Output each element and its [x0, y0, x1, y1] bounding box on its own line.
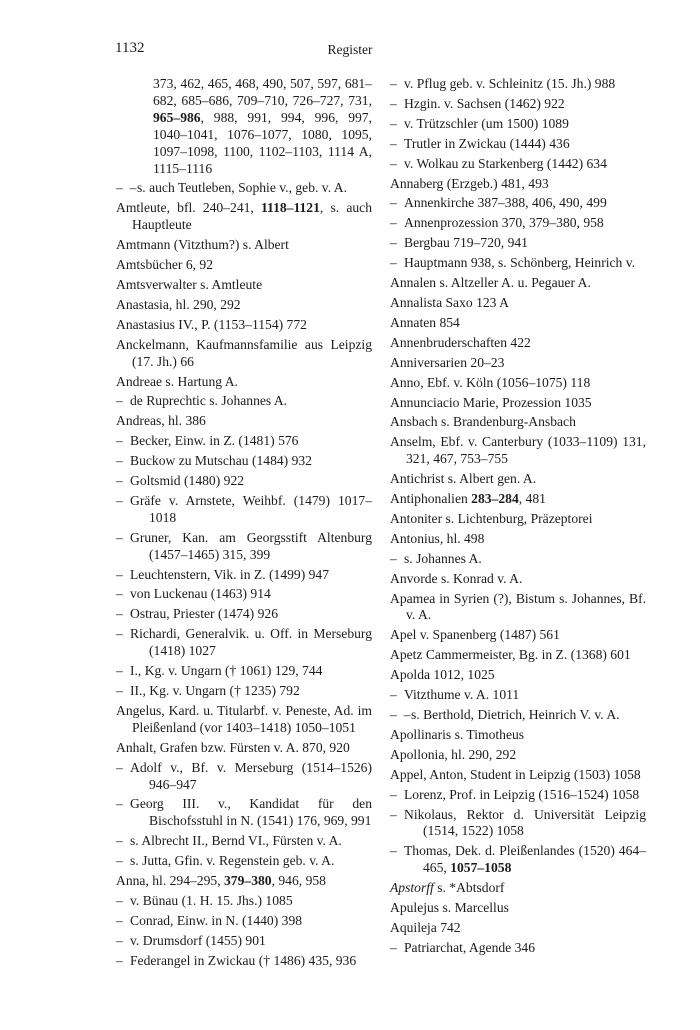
entry-text: Thomas, Dek. d. Pleißenlandes (1520) 464–465,	[404, 843, 646, 876]
index-entry	[390, 395, 646, 412]
entry-text: Anselm, Ebf. v. Canterbury (1033–1109) 131, 321, 467, 753–755	[390, 434, 646, 467]
entry-text: Amtleute, bfl. 240–241,	[116, 200, 261, 216]
index-entry	[390, 767, 646, 784]
entry-text: Anhalt, Grafen bzw. Fürsten v. A. 870, 920	[116, 739, 350, 755]
index-entry	[390, 434, 646, 468]
index-entry	[390, 747, 646, 764]
index-entry	[390, 843, 646, 877]
entry-text: Annalista Saxo 123 A	[390, 294, 509, 310]
entry-text: Ostrau, Priester (1474) 926	[130, 606, 278, 622]
index-entry	[116, 317, 372, 334]
index-entry	[116, 374, 372, 391]
index-entry	[390, 727, 646, 744]
index-entry	[390, 275, 646, 292]
index-entry	[390, 471, 646, 488]
entry-bold-ref: 379–380	[224, 873, 272, 889]
entry-text: Angelus, Kard. u. Titularbf. v. Peneste, Ad. im Pleißenland (vor 1403–1418) 1050–1051	[116, 702, 372, 735]
index-entry	[390, 295, 646, 312]
entry-text: Annenkirche 387–388, 406, 490, 499	[404, 195, 607, 211]
index-entry	[390, 491, 646, 508]
index-entry	[390, 96, 646, 113]
entry-text: Apollinaris s. Timotheus	[390, 726, 525, 742]
index-entry	[116, 453, 372, 470]
entry-text: s. *Abtsdorf	[433, 880, 505, 896]
index-entry	[116, 703, 372, 737]
entry-text: Adolf v., Bf. v. Merseburg (1514–1526) 946–947	[130, 759, 372, 792]
entry-text: v. Drumsdorf (1455) 901	[130, 932, 266, 948]
entry-text: Gräfe v. Arnstete, Weihbf. (1479) 1017–1018	[130, 492, 372, 525]
index-entry	[390, 571, 646, 588]
index-entry	[390, 787, 646, 804]
entry-text-tail: , s. auch Hauptleute	[132, 200, 373, 233]
entry-text-tail: , 481	[518, 491, 546, 507]
index-entry	[116, 586, 372, 603]
entry-text: Buckow zu Mutschau (1484) 932	[130, 453, 312, 469]
entry-text: Vitzthume v. A. 1011	[404, 687, 520, 703]
index-entry	[116, 493, 372, 527]
entry-text: Apel v. Spanenberg (1487) 561	[390, 627, 560, 643]
index-entry	[390, 687, 646, 704]
entry-text: v. Trützschler (um 1500) 1089	[404, 115, 569, 131]
index-entry	[116, 760, 372, 794]
entry-text: Annaberg (Erzgeb.) 481, 493	[390, 175, 549, 191]
entry-text: s. Johannes A.	[404, 550, 482, 566]
index-entry	[390, 531, 646, 548]
entry-text: Conrad, Einw. in N. (1440) 398	[130, 912, 303, 928]
index-entry	[116, 740, 372, 757]
entry-text: Annenbruderschaften 422	[390, 334, 531, 350]
entry-text: Antichrist s. Albert gen. A.	[390, 471, 537, 487]
entry-bold-ref: 965–986	[153, 109, 201, 125]
index-entry	[116, 626, 372, 660]
index-entry	[390, 414, 646, 431]
entry-text: Aquileja 742	[390, 919, 461, 935]
entry-text: Apamea in Syrien (?), Bistum s. Johannes, Bf. v. A.	[390, 590, 646, 623]
index-entry	[390, 940, 646, 957]
entry-text: Patriarchat, Agende 346	[404, 939, 535, 955]
index-entry	[390, 176, 646, 193]
index-entry	[116, 237, 372, 254]
entry-text: Goltsmid (1480) 922	[130, 473, 245, 489]
index-entry	[390, 551, 646, 568]
entry-text: Hzgin. v. Sachsen (1462) 922	[404, 95, 565, 111]
index-entry	[390, 235, 646, 252]
index-entry	[390, 76, 646, 93]
entry-text: Annaten 854	[390, 314, 460, 330]
index-entry	[390, 375, 646, 392]
index-entry	[116, 393, 372, 410]
index-entry	[390, 156, 646, 173]
index-entry	[116, 180, 372, 197]
index-entry	[390, 315, 646, 332]
entry-text: Anckelmann, Kaufmannsfamilie aus Leipzig (17. Jh.) 66	[116, 336, 372, 369]
entry-text: Anvorde s. Konrad v. A.	[390, 570, 523, 586]
index-entry	[390, 880, 646, 897]
entry-text: Ansbach s. Brandenburg-Ansbach	[390, 414, 576, 430]
entry-bold-ref: 283–284	[471, 491, 519, 507]
entry-text: Andreas, hl. 386	[116, 413, 206, 429]
index-entry	[116, 683, 372, 700]
index-column-left	[116, 76, 372, 973]
entry-text: II., Kg. v. Ungarn († 1235) 792	[130, 683, 300, 698]
index-entry	[390, 255, 646, 272]
index-entry	[390, 511, 646, 528]
entry-text: Richardi, Generalvik. u. Off. in Merseburg (1418) 1027	[130, 626, 372, 659]
index-entry	[116, 893, 372, 910]
entry-text: Bergbau 719–720, 941	[404, 235, 528, 251]
entry-text: Anastasia, hl. 290, 292	[116, 296, 241, 312]
index-entry	[390, 591, 646, 625]
entry-text: de Ruprechtic s. Johannes A.	[130, 393, 288, 409]
entry-text: s. auch Teutleben, Sophie v., geb. v. A.	[137, 180, 347, 196]
entry-text: Anna, hl. 294–295,	[116, 873, 224, 889]
entry-text: Andreae s. Hartung A.	[116, 373, 238, 389]
index-entry	[390, 667, 646, 684]
index-entry	[390, 707, 646, 724]
entry-text: s. Jutta, Gfin. v. Regenstein geb. v. A.	[130, 853, 335, 869]
index-entry	[116, 796, 372, 830]
entry-text: s. Albrecht II., Bernd VI., Fürsten v. A.	[130, 833, 342, 849]
index-entry	[116, 530, 372, 564]
entry-text: Antonius, hl. 498	[390, 530, 485, 546]
index-entry	[116, 913, 372, 930]
entry-bold-ref: 1118–1121	[260, 200, 320, 216]
entry-text: Gruner, Kan. am Georgsstift Altenburg (1457–1465) 315, 399	[130, 529, 372, 562]
page-number: 1132	[115, 40, 145, 56]
entry-text: Anastasius IV., P. (1153–1154) 772	[116, 316, 307, 332]
index-entry	[116, 663, 372, 680]
index-entry	[390, 215, 646, 232]
entry-text: Lorenz, Prof. in Leipzig (1516–1524) 1058	[404, 786, 640, 802]
index-entry	[116, 337, 372, 371]
index-entry	[390, 920, 646, 937]
index-entry	[116, 853, 372, 870]
entry-text: s. Berthold, Dietrich, Heinrich V. v. A.	[411, 707, 620, 722]
index-entry	[390, 807, 646, 841]
entry-text: Becker, Einw. in Z. (1481) 576	[130, 433, 299, 449]
entry-text: Annalen s. Altzeller A. u. Pegauer A.	[390, 275, 591, 291]
entry-text: von Luckenau (1463) 914	[130, 586, 271, 602]
entry-text: Amtsverwalter s. Amtleute	[116, 276, 263, 292]
entry-text: Trutler in Zwickau (1444) 436	[404, 135, 570, 151]
entry-text: Appel, Anton, Student in Leipzig (1503) 1058	[390, 766, 641, 782]
entry-text: v. Wolkau zu Starkenberg (1442) 634	[404, 155, 607, 171]
index-entry	[390, 195, 646, 212]
index-entry	[116, 297, 372, 314]
entry-text: Apetz Cammermeister, Bg. in Z. (1368) 601	[390, 647, 631, 663]
index-entry	[390, 627, 646, 644]
index-entry	[116, 606, 372, 623]
index-entry	[116, 567, 372, 584]
entry-text: Annunciacio Marie, Prozession 1035	[390, 394, 592, 410]
index-entry	[116, 833, 372, 850]
entry-text-tail: , 946, 958	[271, 873, 326, 889]
entry-italic: Apstorff	[390, 880, 434, 896]
entry-text: Georg III. v., Kandidat für den Bischofsstuhl in N. (1541) 176, 969, 991	[130, 796, 372, 829]
entry-text: v. Pflug geb. v. Schleinitz (15. Jh.) 988	[404, 76, 616, 91]
entry-text: Anniversarien 20–23	[390, 354, 505, 370]
entry-text: Nikolaus, Rektor d. Universität Leipzig (1514, 1522) 1058	[404, 806, 646, 839]
entry-text: Federangel in Zwickau († 1486) 435, 936	[130, 952, 357, 968]
index-entry	[390, 647, 646, 664]
index-entry	[116, 257, 372, 274]
index-entry	[390, 900, 646, 917]
index-entry	[116, 473, 372, 490]
index-entry	[116, 76, 372, 177]
index-entry	[116, 277, 372, 294]
entry-text: Antoniter s. Lichtenburg, Präzeptorei	[390, 510, 593, 526]
entry-text: Amtsbücher 6, 92	[116, 257, 214, 273]
entry-text: Apollonia, hl. 290, 292	[390, 746, 517, 762]
index-entry	[116, 933, 372, 950]
index-entry	[116, 433, 372, 450]
index-entry	[116, 200, 372, 234]
entry-text: Leuchtenstern, Vik. in Z. (1499) 947	[130, 566, 330, 582]
index-entry	[116, 413, 372, 430]
entry-bold-ref: 1057–1058	[450, 860, 512, 876]
entry-text-tail: , 988, 991, 994, 996, 997, 1040–1041, 1076–1077, 1080, 1095, 1097–1098, 1100, 1102–1103, 1114 A, 1115–1116	[153, 109, 372, 176]
entry-text: Anno, Ebf. v. Köln (1056–1075) 118	[390, 374, 591, 390]
index-column-right	[390, 76, 646, 960]
index-entry	[390, 355, 646, 372]
entry-text: Hauptmann 938, s. Schönberg, Heinrich v.	[404, 255, 636, 271]
entry-text: Antiphonalien	[390, 491, 472, 507]
index-entry	[116, 873, 372, 890]
index-entry	[390, 116, 646, 133]
entry-text: Apulejus s. Marcellus	[390, 900, 509, 916]
entry-text: Annenprozession 370, 379–380, 958	[404, 215, 604, 231]
entry-text: Amtmann (Vitzthum?) s. Albert	[116, 237, 289, 253]
entry-text: 373, 462, 465, 468, 490, 507, 597, 681–682, 685–686, 709–710, 726–727, 731,	[153, 76, 372, 108]
entry-text: v. Bünau (1. H. 15. Jhs.) 1085	[130, 892, 293, 908]
entry-text: I., Kg. v. Ungarn († 1061) 129, 744	[130, 663, 323, 679]
index-entry	[390, 335, 646, 352]
entry-text: Apolda 1012, 1025	[390, 667, 495, 683]
running-head: Register	[327, 42, 373, 57]
index-entry	[116, 953, 372, 970]
index-entry	[390, 136, 646, 153]
